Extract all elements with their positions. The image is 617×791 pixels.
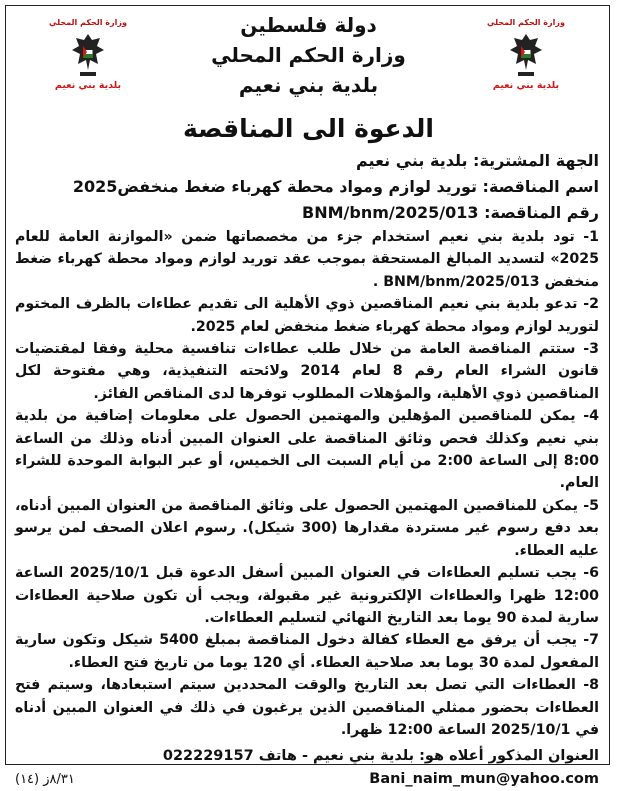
- ministry-name: وزارة الحكم المحلي: [211, 43, 406, 67]
- document-footer: [15, 745, 599, 791]
- state-name: دولة فلسطين: [240, 13, 377, 37]
- clause-6: 6- يجب تسليم العطاءات في العنوان المبين أسفل الدعوة قبل 2025/10/1 الساعة 12:00 ظهرا والعطاءات الإلكترونية غير مقبولة، ويجب أن تكون صلاحية العطاءات سارية لمدة 90 يوما بعد التاريخ النهائي لتسليم العطاءات.: [15, 565, 599, 626]
- seal-ministry-text: وزارة الحكم المحلي: [49, 18, 127, 27]
- publication-stamp: (١٤) ٨/٣١ز: [15, 772, 75, 788]
- eagle-emblem-icon: [70, 30, 106, 80]
- document-header: [150, 10, 467, 100]
- document-title: الدعوة الى المناقصة: [182, 114, 435, 143]
- seal-municipality-text: بلدية بني نعيم: [492, 80, 560, 91]
- address-line: العنوان المذكور أعلاه هو: بلدية بني نعيم - هاتف 022229157: [162, 748, 599, 765]
- clause-2: 2- تدعو بلدية بني نعيم المناقصين ذوي الأهلية الى تقديم عطاءات بالظرف المختوم لتوريد لوازم ومواد محطة كهرباء ضغط منخفض لعام 2025.: [15, 296, 599, 335]
- municipality-seal-right: [480, 18, 572, 98]
- tender-name-line: اسم المناقصة: توريد لوازم ومواد محطة كهرباء ضغط منخفض2025: [72, 177, 599, 196]
- tender-number-label: رقم المناقصة:: [484, 203, 599, 222]
- seal-ministry-text: وزارة الحكم المحلي: [487, 18, 565, 27]
- clause-7: 7- يجب أن يرفق مع العطاء كفالة دخول المناقصة بمبلغ 5400 شيكل وتكون سارية المفعول لمدة 30 يوما بعد صلاحية العطاء. أي 120 يوما من تاريخ فتح العطاء.: [15, 632, 599, 671]
- seal-municipality-text: بلدية بني نعيم: [54, 80, 122, 91]
- eagle-emblem-icon: [508, 30, 544, 80]
- clause-5: 5- يمكن للمناقصين المهتمين الحصول على وثائق المناقصة من العنوان المبين أدناه، بعد دفع رسوم غير مستردة مقدارها (300 شيكل). رسوم اعلان الصحف لمن يرسو عليه العطاء.: [15, 497, 599, 559]
- contact-email: Bani_naim_mun@yahoo.com: [369, 771, 599, 788]
- municipality-name: بلدية بني نعيم: [238, 73, 379, 97]
- clause-8: 8- العطاءات التي تصل بعد التاريخ والوقت المحددين سيتم استبعادها، وسيتم فتح العطاءات بحضور ممثلي المناقصين الذين يرغبون في ذلك في العنوان المبين أدناه في 2025/10/1 الساعة 12:00 ظهرا.: [15, 677, 599, 738]
- municipality-seal-left: [42, 18, 134, 98]
- clause-3: 3- ستتم المناقصة العامة من خلال طلب عطاءات تنافسية محلية وفقا لمقتضيات قانون الشراء العام رقم 8 لعام 2014 ولائحته التنفيذية، وهي مفتوحة لكل المناقصين ذوي الأهلية، والمؤهلات المطلوب توفرها لدى المناقص الفائز.: [15, 341, 599, 402]
- buyer-line: الجهة المشترية: بلدية بني نعيم: [356, 151, 599, 170]
- clause-1: 1- تود بلدية بني نعيم استخدام جزء من مخصصاتها ضمن «الموازنة العامة للعام 2025» لتسديد المبالغ المستحقة بموجب عقد توريد لوازم ومواد محطة كهرباء ضغط منخفض BNM/bnm/2025/013 .: [15, 229, 599, 290]
- clause-4: 4- يمكن للمناقصين المؤهلين والمهتمين الحصول على معلومات إضافية من بلدية بني نعيم وكذلك فحص وثائق المناقصة على العنوان المبين أدناه وذلك من الساعة 8:00 إلى الساعة 2:00 من أيام السبت الى الخميس، أو عبر البوابة الموحدة للشراء العام.: [15, 408, 599, 492]
- document-body: [15, 148, 599, 791]
- tender-number: BNM/bnm/2025/013: [302, 203, 479, 222]
- tender-number-line: [15, 200, 599, 226]
